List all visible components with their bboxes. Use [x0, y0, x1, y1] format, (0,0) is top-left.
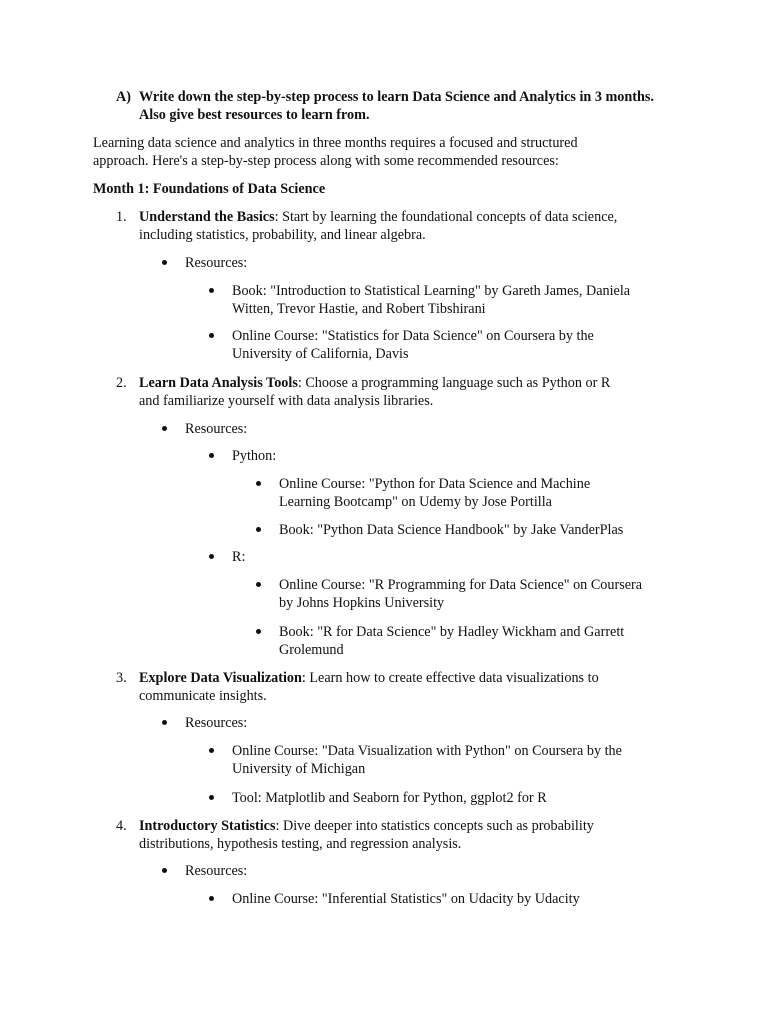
bullet-icon	[256, 629, 261, 634]
bullet-icon	[209, 554, 214, 559]
step-2-r-resource-2-line-2: Grolemund	[279, 642, 344, 658]
step-1-number: 1.	[116, 209, 127, 225]
step-3-line-1	[139, 669, 599, 687]
step-2-r-label: R:	[232, 549, 246, 565]
step-3-line-2: communicate insights.	[139, 688, 267, 704]
step-3-resource-2: Tool: Matplotlib and Seaborn for Python, ggplot2 for R	[232, 790, 547, 806]
step-2-title: Learn Data Analysis Tools	[139, 375, 298, 391]
intro-line-1: Learning data science and analytics in three months requires a focused and structured	[93, 135, 578, 151]
bullet-icon	[209, 896, 214, 901]
question-line-2: Also give best resources to learn from.	[139, 107, 370, 123]
step-2-resources-label: Resources:	[185, 421, 248, 437]
bullet-icon	[162, 868, 167, 873]
step-2-python-resource-2: Book: "Python Data Science Handbook" by Jake VanderPlas	[279, 522, 624, 538]
step-2-line-1	[139, 374, 610, 392]
step-1-resources-label: Resources:	[185, 255, 248, 271]
step-3-number: 3.	[116, 670, 127, 686]
bullet-icon	[162, 720, 167, 725]
bullet-icon	[256, 481, 261, 486]
question-line-1: Write down the step-by-step process to learn Data Science and Analytics in 3 months.	[139, 89, 654, 105]
step-2-r-resource-2-line-1: Book: "R for Data Science" by Hadley Wickham and Garrett	[279, 624, 625, 640]
step-4-resources-label: Resources:	[185, 863, 248, 879]
step-2-line-2: and familiarize yourself with data analysis libraries.	[139, 393, 434, 409]
step-2-desc: : Choose a programming language such as Python or R	[297, 375, 611, 391]
step-3-resources-label: Resources:	[185, 715, 248, 731]
bullet-icon	[209, 795, 214, 800]
bullet-icon	[256, 527, 261, 532]
step-4-desc: : Dive deeper into statistics concepts such as probability	[275, 818, 594, 834]
step-3-desc: : Learn how to create effective data visualizations to	[301, 670, 599, 686]
step-4-line-1	[139, 817, 594, 835]
bullet-icon	[162, 426, 167, 431]
bullet-icon	[162, 260, 167, 265]
step-1-desc: : Start by learning the foundational concepts of data science,	[274, 209, 618, 225]
step-1-line-1	[139, 208, 617, 226]
step-3-resource-1-line-2: University of Michigan	[232, 761, 366, 777]
month1-heading: Month 1: Foundations of Data Science	[93, 181, 326, 197]
bullet-icon	[256, 582, 261, 587]
step-1-resource-2-line-1: Online Course: "Statistics for Data Science" on Coursera by the	[232, 328, 594, 344]
step-2-r-resource-1-line-2: by Johns Hopkins University	[279, 595, 445, 611]
step-1-resource-2-line-2: University of California, Davis	[232, 346, 409, 362]
step-2-python-resource-1-line-2: Learning Bootcamp" on Udemy by Jose Portilla	[279, 494, 552, 510]
step-4-resource-1: Online Course: "Inferential Statistics" on Udacity by Udacity	[232, 891, 580, 907]
intro-line-2: approach. Here's a step-by-step process along with some recommended resources:	[93, 153, 559, 169]
step-1-resource-1-line-1: Book: "Introduction to Statistical Learning" by Gareth James, Daniela	[232, 283, 631, 299]
step-1-resource-1-line-2: Witten, Trevor Hastie, and Robert Tibshirani	[232, 301, 486, 317]
bullet-icon	[209, 453, 214, 458]
step-2-number: 2.	[116, 375, 127, 391]
step-2-python-resource-1-line-1: Online Course: "Python for Data Science and Machine	[279, 476, 591, 492]
bullet-icon	[209, 748, 214, 753]
step-1-title: Understand the Basics	[139, 209, 275, 225]
step-4-line-2: distributions, hypothesis testing, and regression analysis.	[139, 836, 462, 852]
step-4-number: 4.	[116, 818, 127, 834]
step-1-line-2: including statistics, probability, and linear algebra.	[139, 227, 426, 243]
step-4-title: Introductory Statistics	[139, 818, 276, 834]
step-2-r-resource-1-line-1: Online Course: "R Programming for Data Science" on Coursera	[279, 577, 643, 593]
bullet-icon	[209, 333, 214, 338]
step-3-resource-1-line-1: Online Course: "Data Visualization with Python" on Coursera by the	[232, 743, 622, 759]
bullet-icon	[209, 288, 214, 293]
question-marker: A)	[116, 89, 131, 105]
step-3-title: Explore Data Visualization	[139, 670, 302, 686]
step-2-python-label: Python:	[232, 448, 277, 464]
